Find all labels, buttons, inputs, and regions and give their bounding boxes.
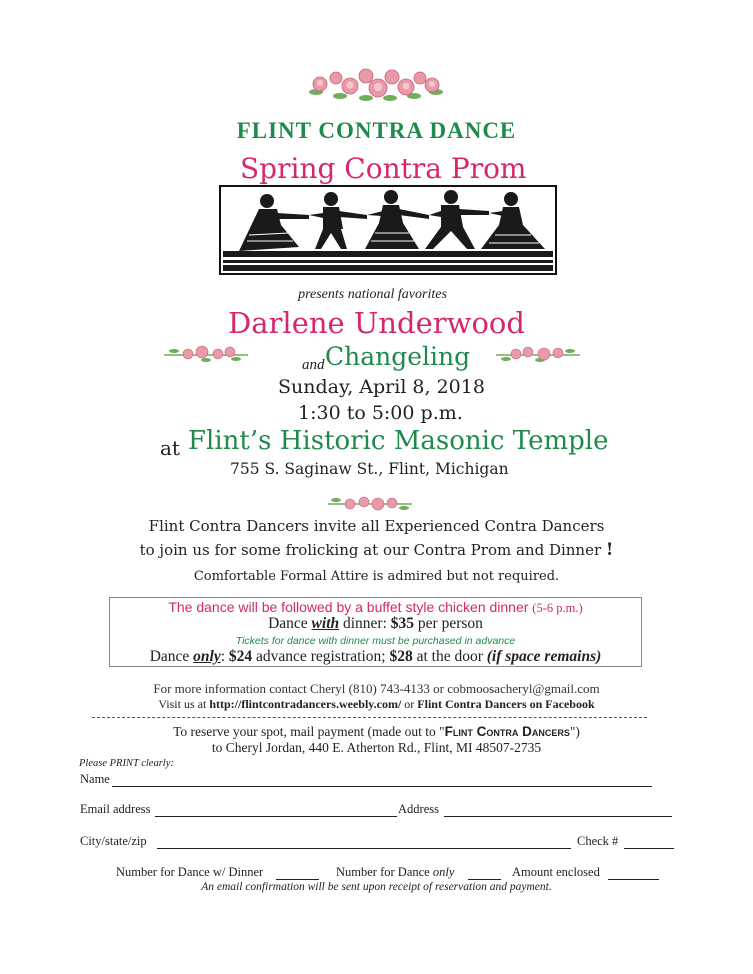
rose-sprig-icon bbox=[326, 493, 414, 515]
dance-with-dinner-line bbox=[109, 615, 642, 633]
email-label: Email address bbox=[80, 802, 151, 816]
address-label: Address bbox=[398, 802, 439, 816]
email-field[interactable] bbox=[155, 816, 397, 817]
num-dinner-label: Number for Dance w/ Dinner bbox=[116, 865, 264, 879]
num-only-emph: only bbox=[432, 865, 455, 879]
website-link[interactable]: http://flintcontradancers.weebly.com/ bbox=[209, 697, 402, 711]
invite-line-2-wrap bbox=[0, 540, 753, 560]
dance-with-emph: with bbox=[311, 615, 340, 632]
num-dinner-field[interactable] bbox=[276, 879, 319, 880]
invite-exclaim: ! bbox=[605, 540, 614, 560]
amount-field[interactable] bbox=[608, 879, 659, 880]
dance-only-d: advance registration; bbox=[252, 648, 390, 665]
venue-address: 755 S. Saginaw St., Flint, Michigan bbox=[230, 460, 509, 478]
tickets-note: Tickets for dance with dinner must be purchased in advance bbox=[235, 635, 516, 647]
dance-only-note: (if space remains) bbox=[486, 648, 602, 665]
name-label: Name bbox=[80, 772, 110, 786]
dashed-divider bbox=[92, 717, 647, 718]
reserve-address: to Cheryl Jordan, 440 E. Atherton Rd., Flint, MI 48507-2735 bbox=[211, 740, 542, 755]
dance-with-a: Dance bbox=[268, 615, 312, 632]
invite-line-1: Flint Contra Dancers invite all Experienced Contra Dancers bbox=[148, 517, 605, 535]
dance-only-price-door: $28 bbox=[389, 648, 413, 665]
dinner-line-1 bbox=[109, 599, 642, 616]
rose-sprig-icon bbox=[494, 343, 582, 365]
num-only-label bbox=[336, 865, 454, 880]
presents-line: presents national favorites bbox=[298, 287, 447, 302]
name-field[interactable] bbox=[112, 786, 652, 787]
dance-with-price: $35 bbox=[390, 615, 415, 632]
num-only-text: Number for Dance bbox=[336, 865, 433, 879]
dance-only-emph: only bbox=[193, 648, 221, 665]
dance-only-line bbox=[109, 648, 642, 666]
visit-or: or bbox=[401, 697, 418, 711]
and-word: and bbox=[302, 357, 325, 373]
band-name: Changeling bbox=[325, 342, 471, 371]
dance-with-c: dinner: bbox=[339, 615, 391, 632]
org-title: FLINT CONTRA DANCE bbox=[236, 118, 517, 143]
invite-line-2: to join us for some frolicking at our Contra Prom and Dinner bbox=[139, 541, 602, 559]
caller-name: Darlene Underwood bbox=[228, 306, 525, 340]
event-time: 1:30 to 5:00 p.m. bbox=[298, 402, 463, 424]
rose-garland-icon bbox=[306, 66, 446, 104]
event-title: Spring Contra Prom bbox=[240, 152, 527, 185]
reserve-line-1 bbox=[0, 724, 753, 740]
visit-line bbox=[0, 697, 753, 712]
amount-label: Amount enclosed bbox=[512, 865, 600, 879]
dance-with-d: per person bbox=[414, 615, 483, 632]
city-field[interactable] bbox=[157, 848, 571, 849]
at-word: at bbox=[160, 436, 180, 460]
attire-note: Comfortable Formal Attire is admired but not required. bbox=[193, 569, 560, 584]
num-only-field[interactable] bbox=[468, 879, 501, 880]
check-label: Check # bbox=[577, 834, 619, 848]
venue-name: Flint’s Historic Masonic Temple bbox=[188, 426, 609, 456]
dinner-line-1-text: The dance will be followed by a buffet style chicken dinner bbox=[168, 599, 529, 615]
confirmation-note: An email confirmation will be sent upon receipt of reservation and payment. bbox=[201, 881, 552, 893]
event-date: Sunday, April 8, 2018 bbox=[278, 376, 485, 398]
payee-name: Flint Contra Dancers bbox=[444, 724, 570, 739]
dance-only-a: Dance bbox=[149, 648, 194, 665]
check-field[interactable] bbox=[624, 848, 674, 849]
visit-text: Visit us at bbox=[158, 697, 210, 711]
city-label: City/state/zip bbox=[80, 834, 147, 848]
dance-only-e: at the door bbox=[412, 648, 487, 665]
rose-sprig-icon bbox=[162, 343, 250, 365]
dance-only-c: : bbox=[220, 648, 229, 665]
contact-line: For more information contact Cheryl (810) 743-4133 or cobmoosacheryl@gmail.com bbox=[153, 681, 600, 696]
reserve-text-a: To reserve your spot, mail payment (made out to " bbox=[173, 724, 445, 739]
dancers-silhouette-icon bbox=[219, 185, 557, 275]
reserve-text-b: ") bbox=[569, 724, 580, 739]
address-field[interactable] bbox=[444, 816, 672, 817]
facebook-link[interactable]: Flint Contra Dancers on Facebook bbox=[417, 697, 595, 711]
dinner-time: (5-6 p.m.) bbox=[532, 601, 583, 615]
print-note: Please PRINT clearly: bbox=[79, 758, 174, 769]
dance-only-price-advance: $24 bbox=[228, 648, 253, 665]
